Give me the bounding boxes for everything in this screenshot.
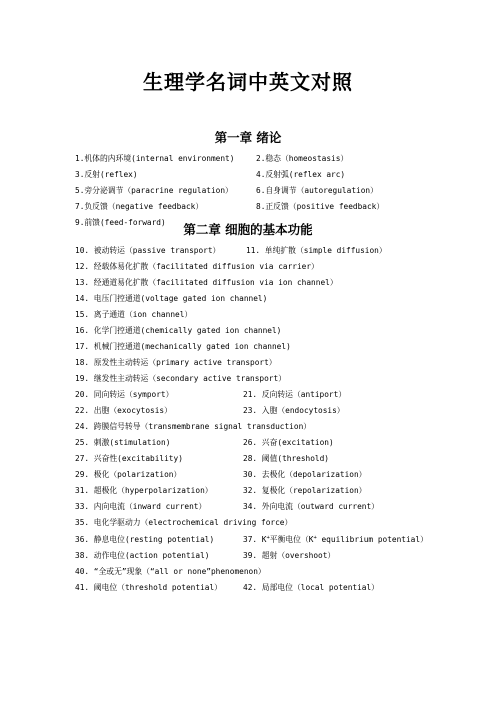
term-2: 2.稳态（homeostasis） [256, 154, 349, 163]
term-1: 1.机体的内环境(internal environment) [75, 154, 235, 163]
term-9: 9.前馈(feed-forward) [75, 218, 166, 227]
term-40: 40. “全或无”现象（“all or none”phenomenon） [75, 567, 266, 576]
term-3: 3.反射(reflex) [75, 170, 138, 179]
term-37-middle: 平衡电位（K [269, 535, 314, 544]
term-16: 16. 化学门控通道(chemically gated ion channel) [75, 326, 282, 335]
term-11: 11. 单纯扩散（simple diffusion） [246, 246, 387, 255]
term-19: 19. 继发性主动转运（secondary active transport） [75, 374, 286, 383]
term-13: 13. 经通道易化扩散（facilitated diffusion via ion channel） [75, 278, 338, 287]
term-35: 35. 电化学驱动力（electrochemical driving force） [75, 518, 293, 527]
term-37 [243, 535, 428, 545]
term-32: 32. 复极化（repolarization） [243, 486, 367, 495]
term-37-superscript: + [266, 535, 270, 541]
term-39: 39. 超射（overshoot） [243, 551, 336, 560]
term-41: 41. 阈电位（threshold potential） [75, 583, 222, 592]
term-17: 17. 机械门控通道(mechanically gated ion channel) [75, 342, 291, 351]
term-42: 42. 局部电位（local potential） [243, 583, 379, 592]
term-28: 28. 阈值(threshold) [243, 454, 330, 463]
term-25: 25. 刺激(stimulation) [75, 438, 171, 447]
term-23: 23. 入胞（endocytosis） [243, 406, 345, 415]
term-36: 36. 静息电位(resting potential) [75, 535, 215, 544]
term-18: 18. 原发性主动转运（primary active transport） [75, 358, 277, 367]
term-37-prefix: 37. K [243, 535, 267, 544]
term-38: 38. 动作电位(action potential) [75, 551, 210, 560]
term-37-tail: equilibrium potential） [316, 535, 428, 544]
chapter-1-title: 第一章 绪论 [214, 130, 282, 145]
term-30: 30. 去极化（depolarization） [243, 470, 367, 479]
term-33: 33. 内向电流（inward current） [75, 502, 207, 511]
term-27: 27. 兴奋性(excitability) [75, 454, 183, 463]
term-21: 21. 反向转运（antiport） [243, 390, 347, 399]
term-20: 20. 同向转运（symport） [75, 390, 174, 399]
term-26: 26. 兴奋(excitation) [243, 438, 334, 447]
term-29: 29. 极化（polarization） [75, 470, 182, 479]
term-31: 31. 超极化（hyperpolarization） [75, 486, 213, 495]
term-5: 5.旁分泌调节（paracrine regulation） [75, 186, 233, 195]
term-14: 14. 电压门控通道(voltage gated ion channel) [75, 294, 268, 303]
document-title: 生理学名词中英文对照 [143, 70, 353, 94]
term-10: 10. 被动转运（passive transport） [75, 246, 221, 255]
term-15: 15. 离子通道（ion channel） [75, 310, 193, 319]
term-34: 34. 外向电流（outward current） [243, 502, 379, 511]
chapter-2-title: 第二章 细胞的基本功能 [183, 222, 313, 237]
term-8: 8.正反馈（positive feedback） [256, 202, 385, 211]
term-37-superscript-2: + [313, 535, 317, 541]
term-24: 24. 跨膜信号转导（transmembrane signal transduction） [75, 422, 312, 431]
term-6: 6.自身调节（autoregulation） [256, 186, 378, 195]
term-4: 4.反射弧(reflex arc) [256, 170, 346, 179]
term-12: 12. 经载体易化扩散（facilitated diffusion via carrier） [75, 262, 319, 271]
term-7: 7.负反馈（negative feedback） [75, 202, 204, 211]
term-22: 22. 出胞（exocytosis） [75, 406, 172, 415]
